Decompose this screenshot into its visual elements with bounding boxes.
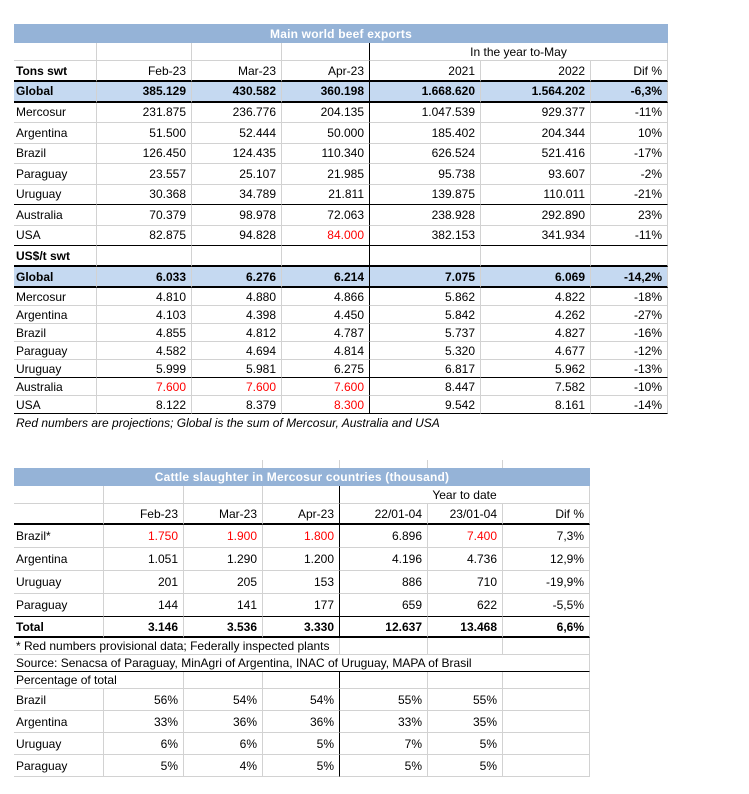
cell: 4.450 — [282, 306, 370, 324]
table-row-total — [14, 617, 590, 638]
row-label: Paraguay — [14, 755, 104, 777]
table1-footnote: Red numbers are projections; Global is the sum of Mercosur, Australia and USA — [16, 416, 440, 430]
cell: 5.737 — [370, 324, 481, 342]
usd-section-label-row — [14, 246, 668, 267]
cell: 205 — [184, 571, 263, 594]
table-row-brazil — [14, 324, 668, 342]
cell: 7.600 — [97, 378, 192, 396]
cell: 8.122 — [97, 396, 192, 414]
table-row-brazil — [14, 525, 590, 548]
empty-cell — [14, 486, 104, 504]
cell: -27% — [591, 306, 668, 324]
cell: -6,3% — [591, 82, 668, 103]
cell: -17% — [591, 144, 668, 165]
cell: 12.637 — [340, 617, 428, 638]
empty-cell — [340, 672, 428, 689]
table-row-paraguay — [14, 594, 590, 617]
row-label: Paraguay — [14, 164, 97, 185]
cell: 204.344 — [481, 123, 591, 144]
table2-column-group-label: Year to date — [340, 486, 590, 504]
row-label: Uruguay — [14, 360, 97, 378]
cell: 21.985 — [282, 164, 370, 185]
cell: 144 — [104, 594, 184, 617]
cell: 7.600 — [282, 378, 370, 396]
cell: -13% — [591, 360, 668, 378]
usd-section — [14, 267, 668, 414]
cell: -18% — [591, 288, 668, 306]
cell: 4.814 — [282, 342, 370, 360]
table-row-australia — [14, 378, 668, 396]
cell: 360.198 — [282, 82, 370, 103]
cell: 886 — [340, 571, 428, 594]
row-label: Uruguay — [14, 571, 104, 594]
cell: 93.607 — [481, 164, 591, 185]
cell: 6,6% — [503, 617, 590, 638]
cell: 52.444 — [192, 123, 282, 144]
row-label: Mercosur — [14, 103, 97, 124]
row-label: Argentina — [14, 548, 104, 571]
column-header-tons-swt: Tons swt — [14, 61, 97, 82]
cell: 4.736 — [428, 548, 503, 571]
table1-title-bar: Main world beef exports — [14, 24, 668, 43]
gridline-stub — [340, 460, 428, 468]
cell — [503, 711, 590, 733]
table2-source-note: Source: Senacsa of Paraguay, MinAgri of Argentina, INAC of Uruguay, MAPA of Brasil — [14, 655, 590, 672]
table-row-paraguay — [14, 164, 668, 185]
empty-cell — [282, 43, 370, 61]
empty-cell — [14, 43, 97, 61]
table1-column-group-row — [14, 43, 668, 61]
cell: 98.978 — [192, 205, 282, 226]
cell: 8.161 — [481, 396, 591, 414]
empty-cell — [104, 486, 184, 504]
table1-column-group-label: In the year to-May — [370, 43, 668, 61]
gridline-stub — [184, 460, 263, 468]
row-label: Brazil — [14, 324, 97, 342]
cell: 30.368 — [97, 185, 192, 206]
table-row-uruguay — [14, 733, 590, 755]
cell: 185.402 — [370, 123, 481, 144]
cell: 8.447 — [370, 378, 481, 396]
cell: 33% — [104, 711, 184, 733]
cell: 36% — [184, 711, 263, 733]
empty-cell — [591, 246, 668, 267]
cell: 4.677 — [481, 342, 591, 360]
table-row-brazil — [14, 144, 668, 165]
cell: 1.750 — [104, 525, 184, 548]
cell: 382.153 — [370, 226, 481, 247]
empty-cell — [263, 486, 340, 504]
row-label: Argentina — [14, 306, 97, 324]
main-world-beef-exports-table — [14, 24, 668, 432]
cell: 4.787 — [282, 324, 370, 342]
cell: 6.069 — [481, 267, 591, 288]
cell: 231.875 — [97, 103, 192, 124]
cell: 3.536 — [184, 617, 263, 638]
row-label: Uruguay — [14, 185, 97, 206]
cell: 4.196 — [340, 548, 428, 571]
cell: 7.582 — [481, 378, 591, 396]
table2-source-row — [14, 655, 590, 672]
cell — [503, 733, 590, 755]
table-row-usa — [14, 226, 668, 247]
cell: 5% — [263, 755, 340, 777]
cell: 1.290 — [184, 548, 263, 571]
empty-cell — [428, 638, 503, 655]
column-header-dif: Dif % — [503, 504, 590, 525]
empty-cell — [282, 246, 370, 267]
cell: 4.810 — [97, 288, 192, 306]
cell: -14% — [591, 396, 668, 414]
cell: 54% — [263, 689, 340, 711]
gridline-stub-row — [14, 460, 590, 468]
cell: 139.875 — [370, 185, 481, 206]
cell: -12% — [591, 342, 668, 360]
empty-cell — [503, 672, 590, 689]
table2-title-bar: Cattle slaughter in Mercosur countries (thousand) — [14, 468, 590, 486]
table2-column-group-row — [14, 486, 590, 504]
row-label: Global — [14, 82, 97, 103]
cell: 9.542 — [370, 396, 481, 414]
cell: 4.827 — [481, 324, 591, 342]
gridline-stub — [428, 460, 503, 468]
row-label: Uruguay — [14, 733, 104, 755]
column-header-blank — [14, 504, 104, 525]
cell: 55% — [340, 689, 428, 711]
cell: 7.400 — [428, 525, 503, 548]
cell: 13.468 — [428, 617, 503, 638]
table-row-argentina — [14, 548, 590, 571]
cell: 4.812 — [192, 324, 282, 342]
empty-cell — [184, 672, 263, 689]
cell: 6.276 — [192, 267, 282, 288]
empty-cell — [481, 246, 591, 267]
table-row-uruguay — [14, 360, 668, 378]
percentage-of-total-label: Percentage of total — [14, 672, 184, 689]
cell: 5% — [428, 755, 503, 777]
table2-footnote-row — [14, 638, 590, 655]
cell: 1.051 — [104, 548, 184, 571]
cell: 33% — [340, 711, 428, 733]
empty-cell — [97, 43, 192, 61]
cell: -11% — [591, 103, 668, 124]
cell: 5.962 — [481, 360, 591, 378]
row-label: Total — [14, 617, 104, 638]
cattle-slaughter-table — [14, 460, 590, 777]
cell: 7% — [340, 733, 428, 755]
cell: 236.776 — [192, 103, 282, 124]
table-row-global — [14, 267, 668, 288]
column-header-feb23: Feb-23 — [97, 61, 192, 82]
cell: 4.582 — [97, 342, 192, 360]
cell: 4.866 — [282, 288, 370, 306]
cell: 6% — [104, 733, 184, 755]
empty-cell — [184, 486, 263, 504]
cell: 25.107 — [192, 164, 282, 185]
cell: 5% — [428, 733, 503, 755]
table-row-argentina — [14, 711, 590, 733]
row-label: Australia — [14, 205, 97, 226]
cell — [503, 755, 590, 777]
cell: 5.981 — [192, 360, 282, 378]
cell: 72.063 — [282, 205, 370, 226]
cell: 4% — [184, 755, 263, 777]
empty-cell — [428, 672, 503, 689]
cell: 1.668.620 — [370, 82, 481, 103]
cell: 84.000 — [282, 226, 370, 247]
row-label: Argentina — [14, 123, 97, 144]
cell: 204.135 — [282, 103, 370, 124]
cell: 82.875 — [97, 226, 192, 247]
cell: 6.033 — [97, 267, 192, 288]
row-label: Australia — [14, 378, 97, 396]
cell: 5.999 — [97, 360, 192, 378]
table2-footnote: * Red numbers provisional data; Federally inspected plants — [14, 638, 340, 655]
row-label: USA — [14, 396, 97, 414]
cell: -11% — [591, 226, 668, 247]
cell: 1.900 — [184, 525, 263, 548]
empty-cell — [340, 638, 428, 655]
cell: 95.738 — [370, 164, 481, 185]
cell: 4.262 — [481, 306, 591, 324]
cell: 4.103 — [97, 306, 192, 324]
cell: 430.582 — [192, 82, 282, 103]
cell: -10% — [591, 378, 668, 396]
cell: -5,5% — [503, 594, 590, 617]
cell: 385.129 — [97, 82, 192, 103]
cell: 34.789 — [192, 185, 282, 206]
table-row-mercosur — [14, 103, 668, 124]
table-row-australia — [14, 205, 668, 226]
column-header-mar23: Mar-23 — [192, 61, 282, 82]
cell: 1.800 — [263, 525, 340, 548]
cell: 56% — [104, 689, 184, 711]
cell: -19,9% — [503, 571, 590, 594]
cell: 4.694 — [192, 342, 282, 360]
cell: 1.200 — [263, 548, 340, 571]
table-row-mercosur — [14, 288, 668, 306]
column-header-22-01-04: 22/01-04 — [340, 504, 428, 525]
cell: 6.275 — [282, 360, 370, 378]
row-label: Mercosur — [14, 288, 97, 306]
table-row-global — [14, 82, 668, 103]
cell: -16% — [591, 324, 668, 342]
cell: 21.811 — [282, 185, 370, 206]
cell: 70.379 — [97, 205, 192, 226]
cell: 4.855 — [97, 324, 192, 342]
cell: 1.564.202 — [481, 82, 591, 103]
cell: 5% — [104, 755, 184, 777]
table-row-paraguay — [14, 342, 668, 360]
empty-cell — [192, 43, 282, 61]
row-label: USA — [14, 226, 97, 247]
column-header-apr23: Apr-23 — [263, 504, 340, 525]
cell: 8.300 — [282, 396, 370, 414]
empty-cell — [503, 638, 590, 655]
cell: -14,2% — [591, 267, 668, 288]
cell: 23% — [591, 205, 668, 226]
column-header-2022: 2022 — [481, 61, 591, 82]
cell: 292.890 — [481, 205, 591, 226]
table1-header-row — [14, 61, 668, 82]
cell: 341.934 — [481, 226, 591, 247]
cell: 50.000 — [282, 123, 370, 144]
cell — [503, 689, 590, 711]
cell: 5.862 — [370, 288, 481, 306]
cell: 5% — [263, 733, 340, 755]
cell: 521.416 — [481, 144, 591, 165]
tons-section — [14, 82, 668, 246]
column-header-feb23: Feb-23 — [104, 504, 184, 525]
cell: 110.340 — [282, 144, 370, 165]
usd-section-label: US$/t swt — [14, 246, 97, 267]
cell: 201 — [104, 571, 184, 594]
table-row-uruguay — [14, 571, 590, 594]
cell: 94.828 — [192, 226, 282, 247]
cell: 124.435 — [192, 144, 282, 165]
cell: 126.450 — [97, 144, 192, 165]
table-row-paraguay — [14, 755, 590, 777]
cell: 141 — [184, 594, 263, 617]
cell: 6.214 — [282, 267, 370, 288]
cell: 659 — [340, 594, 428, 617]
empty-cell — [263, 672, 340, 689]
row-label: Argentina — [14, 711, 104, 733]
cell: 8.379 — [192, 396, 282, 414]
cell: -21% — [591, 185, 668, 206]
cell: -2% — [591, 164, 668, 185]
column-header-mar23: Mar-23 — [184, 504, 263, 525]
percentage-of-total-label-row — [14, 672, 590, 689]
slaughter-data-section — [14, 525, 590, 638]
cell: 51.500 — [97, 123, 192, 144]
cell: 7.600 — [192, 378, 282, 396]
cell: 4.822 — [481, 288, 591, 306]
cell: 6.817 — [370, 360, 481, 378]
cell: 7.075 — [370, 267, 481, 288]
cell: 23.557 — [97, 164, 192, 185]
table-row-usa — [14, 396, 668, 414]
cell: 35% — [428, 711, 503, 733]
table-row-brazil — [14, 689, 590, 711]
table-row-argentina — [14, 123, 668, 144]
empty-cell — [192, 246, 282, 267]
cell: 5% — [340, 755, 428, 777]
cell: 10% — [591, 123, 668, 144]
cell: 3.330 — [263, 617, 340, 638]
gridline-stub — [14, 460, 104, 468]
empty-cell — [97, 246, 192, 267]
gridline-stub — [104, 460, 184, 468]
cell: 3.146 — [104, 617, 184, 638]
table2-header-row — [14, 504, 590, 525]
cell: 6% — [184, 733, 263, 755]
table-row-uruguay — [14, 185, 668, 206]
cell: 153 — [263, 571, 340, 594]
column-header-23-01-04: 23/01-04 — [428, 504, 503, 525]
gridline-stub — [503, 460, 590, 468]
column-header-apr23: Apr-23 — [282, 61, 370, 82]
cell: 4.880 — [192, 288, 282, 306]
cell: 4.398 — [192, 306, 282, 324]
row-label: Paraguay — [14, 594, 104, 617]
column-header-dif: Dif % — [591, 61, 668, 82]
cell: 7,3% — [503, 525, 590, 548]
cell: 54% — [184, 689, 263, 711]
table-row-argentina — [14, 306, 668, 324]
column-header-2021: 2021 — [370, 61, 481, 82]
gridline-stub — [263, 460, 340, 468]
cell: 710 — [428, 571, 503, 594]
cell: 110.011 — [481, 185, 591, 206]
cell: 1.047.539 — [370, 103, 481, 124]
row-label: Paraguay — [14, 342, 97, 360]
cell: 238.928 — [370, 205, 481, 226]
cell: 12,9% — [503, 548, 590, 571]
row-label: Brazil — [14, 144, 97, 165]
cell: 929.377 — [481, 103, 591, 124]
cell: 622 — [428, 594, 503, 617]
percentage-section — [14, 689, 590, 777]
cell: 6.896 — [340, 525, 428, 548]
cell: 626.524 — [370, 144, 481, 165]
cell: 177 — [263, 594, 340, 617]
row-label: Brazil — [14, 689, 104, 711]
cell: 5.320 — [370, 342, 481, 360]
empty-cell — [370, 246, 481, 267]
row-label: Global — [14, 267, 97, 288]
cell: 55% — [428, 689, 503, 711]
cell: 36% — [263, 711, 340, 733]
cell: 5.842 — [370, 306, 481, 324]
row-label: Brazil* — [14, 525, 104, 548]
